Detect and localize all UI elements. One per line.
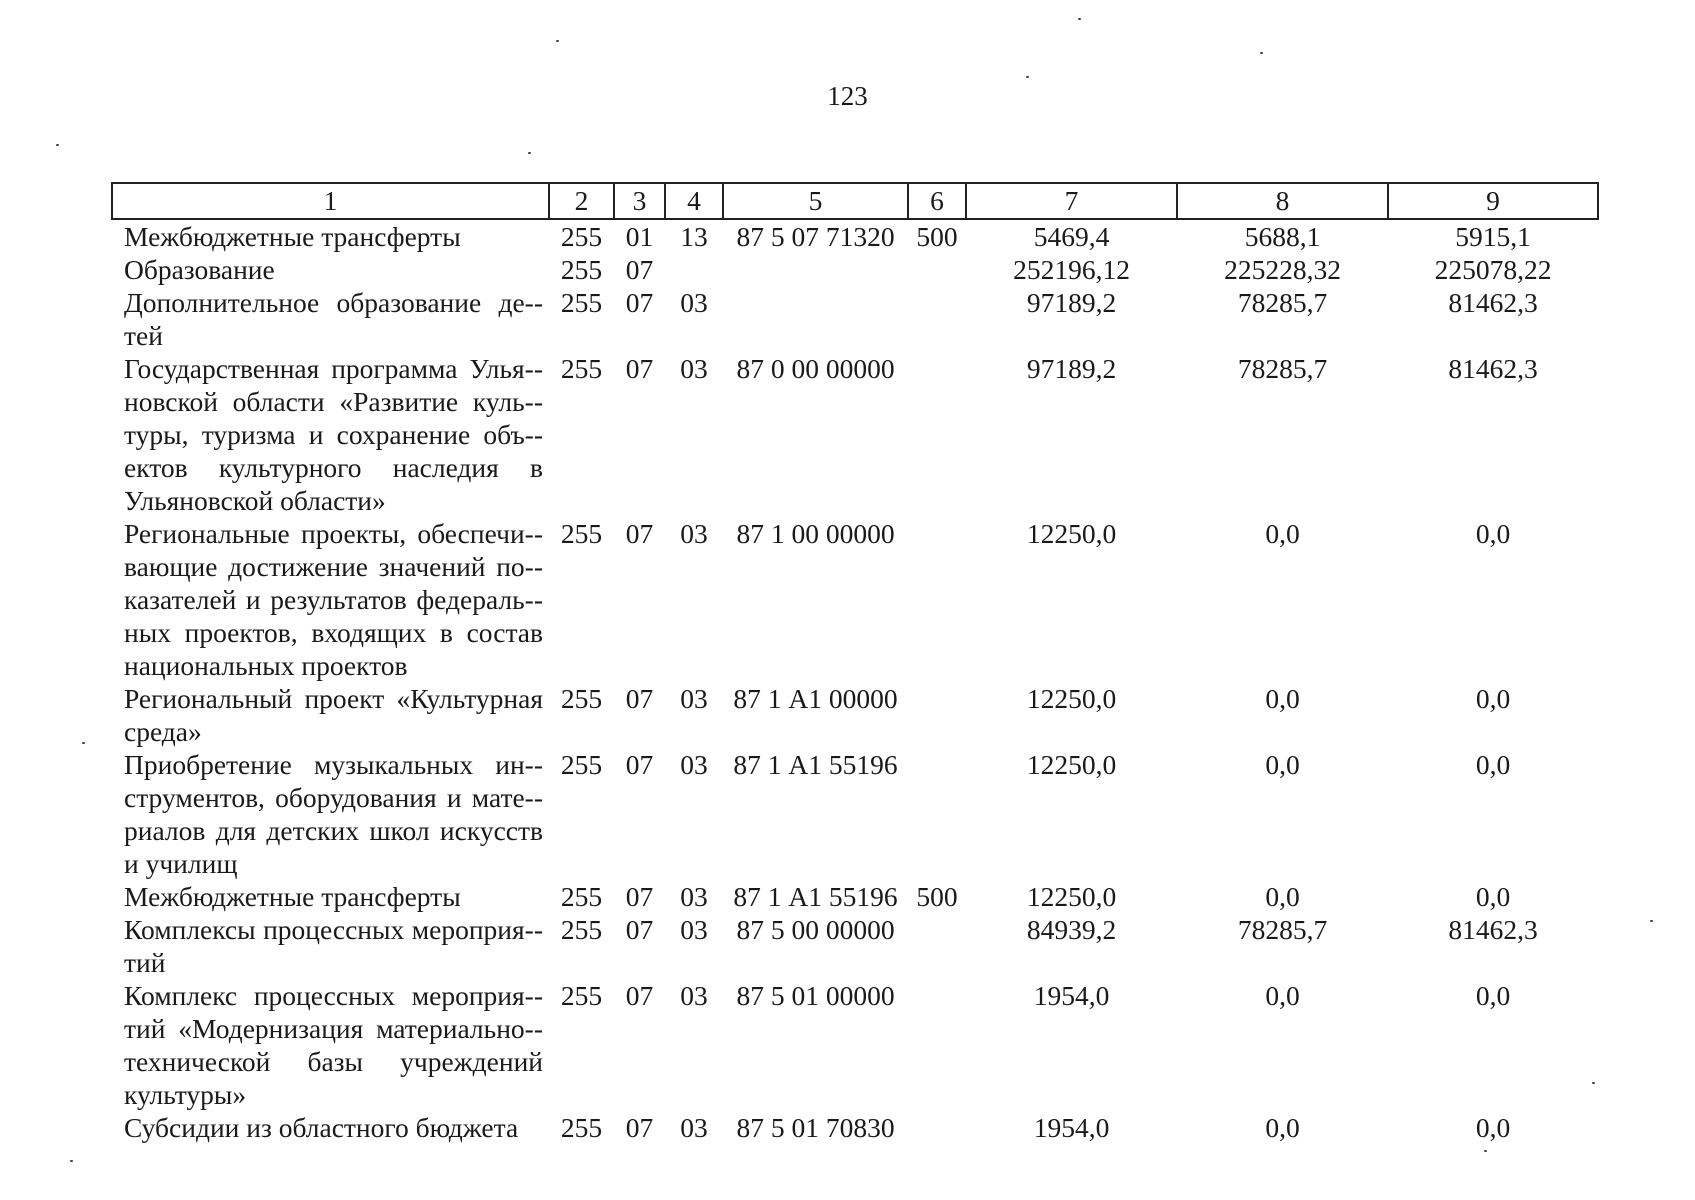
row-name-cell: Приобретение музыкальных ин-струментов, оборудования и мате-риалов для детских школ искусств и училищ [124,749,543,879]
row-value-cell-8: 0,0 [1265,1112,1300,1143]
row-value-cell-7: 12250,0 [1026,518,1117,549]
row-value-cell-9: 81462,3 [1448,914,1538,945]
table-row [112,913,1598,979]
row-value-cell-8: 0,0 [1265,683,1300,714]
row-value-cell-3: 07 [625,518,654,549]
row-value-cell-4: 03 [680,287,708,318]
row-value-cell-3: 07 [625,1112,654,1143]
row-value-cell-9: 81462,3 [1448,353,1538,384]
row-value-cell-9: 0,0 [1475,881,1511,912]
row-value-cell-5: 87 5 00 00000 [736,914,895,945]
row-value-cell-7: 1954,0 [1033,980,1110,1011]
row-value-cell-4: 03 [680,749,708,780]
table-row [112,286,1598,352]
row-value-cell-2: 255 [560,683,603,714]
row-value-cell-6 [908,352,966,517]
row-value-cell-6 [908,517,966,682]
row-value-cell-8: 0,0 [1265,881,1300,912]
row-value-cell-3: 07 [625,881,654,912]
table-header [112,183,1598,219]
scan-speck [1484,1150,1487,1152]
table-row [112,517,1598,682]
column-header-2: 2 [549,183,614,219]
row-value-cell-8: 225228,32 [1224,254,1341,285]
row-value-cell-6 [908,286,966,352]
row-value-cell-7: 5469,4 [1033,221,1110,252]
row-name-cell: Комплексы процессных мероприя-тий [124,914,543,978]
row-value-cell-4: 03 [680,1112,708,1143]
row-value-cell-4: 03 [680,353,708,384]
row-value-cell-6 [908,682,966,748]
column-header-6: 6 [908,183,966,219]
row-value-cell-4: 03 [680,683,708,714]
row-name-cell: Дополнительное образование де-тей [124,287,543,351]
row-name-cell: Региональные проекты, обеспечи-вающие достижение значений по-казателей и результатов федераль-ных проектов, входящих в состав национальных проектов [124,518,543,681]
page-number: 123 [827,81,868,111]
table-row [112,253,1598,286]
row-value-cell-2: 255 [560,287,603,318]
table-body [112,219,1598,1144]
row-value-cell-9: 5915,1 [1455,221,1531,252]
row-value-cell-3: 07 [625,287,654,318]
row-value-cell-9: 0,0 [1475,1112,1511,1143]
table-row [112,979,1598,1111]
row-value-cell-8: 0,0 [1265,749,1300,780]
row-name-cell: Межбюджетные трансферты [124,881,461,912]
column-header-1: 1 [112,183,549,219]
scan-speck [1026,76,1029,78]
scan-speck [556,40,559,42]
row-name-cell: Региональный проект «Культурная среда» [124,683,543,747]
table-row [112,1111,1598,1144]
row-name-cell: Межбюджетные трансферты [124,221,461,252]
row-value-cell-5: 87 5 07 71320 [736,221,895,252]
header-row [112,183,1598,219]
row-value-cell-5: 87 0 00 00000 [736,353,895,384]
row-value-cell-5: 87 1 А1 00000 [733,683,898,714]
row-value-cell-9: 0,0 [1475,980,1511,1011]
row-value-cell-4: 03 [680,881,708,912]
column-header-5: 5 [723,183,908,219]
row-value-cell-7: 12250,0 [1026,749,1117,780]
row-value-cell-2: 255 [560,518,603,549]
row-value-cell-8: 78285,7 [1237,287,1328,318]
row-value-cell-7: 12250,0 [1026,881,1117,912]
row-value-cell-3: 07 [625,683,654,714]
row-value-cell-6: 500 [916,221,958,252]
scan-speck [82,742,85,744]
row-value-cell-9: 0,0 [1475,749,1511,780]
row-value-cell-2: 255 [560,353,603,384]
row-value-cell-4 [665,253,723,286]
row-value-cell-6 [908,253,966,286]
row-value-cell-8: 0,0 [1265,518,1300,549]
scan-speck [1260,52,1263,54]
scan-speck [70,1160,73,1162]
column-header-9: 9 [1388,183,1598,219]
row-value-cell-2: 255 [560,749,603,780]
scan-speck [1650,920,1653,922]
row-value-cell-2: 255 [560,221,603,252]
row-value-cell-3: 07 [625,353,654,384]
scan-speck [1078,18,1081,20]
row-value-cell-5 [723,286,908,352]
row-value-cell-3: 07 [625,914,654,945]
row-value-cell-9: 225078,22 [1434,254,1552,285]
row-value-cell-2: 255 [560,914,603,945]
row-name-cell: Субсидии из областного бюджета [124,1112,519,1143]
scan-speck [56,144,59,146]
row-value-cell-9: 81462,3 [1448,287,1538,318]
row-value-cell-7: 1954,0 [1033,1112,1110,1143]
row-value-cell-6 [908,1111,966,1144]
table-row [112,352,1598,517]
row-value-cell-8: 78285,7 [1237,914,1328,945]
row-value-cell-4: 03 [680,914,708,945]
table-row [112,682,1598,748]
row-value-cell-7: 97189,2 [1026,353,1117,384]
row-value-cell-3: 07 [625,254,654,285]
column-header-8: 8 [1177,183,1388,219]
table-row [112,219,1598,253]
row-value-cell-6 [908,913,966,979]
row-value-cell-3: 07 [625,980,654,1011]
row-name-cell: Образование [124,254,275,285]
table-row [112,748,1598,880]
budget-table [111,182,1599,1144]
row-name-cell: Комплекс процессных мероприя-тий «Модернизация материально-технической базы учреждений культуры» [124,980,543,1110]
row-value-cell-9: 0,0 [1475,518,1511,549]
budget-table-container [111,182,1597,1144]
row-value-cell-5: 87 1 00 00000 [736,518,895,549]
row-value-cell-2: 255 [560,881,603,912]
row-value-cell-5 [723,253,908,286]
row-value-cell-2: 255 [560,254,603,285]
column-header-4: 4 [665,183,723,219]
row-value-cell-5: 87 1 А1 55196 [733,881,898,912]
row-value-cell-4: 03 [680,980,708,1011]
row-value-cell-4: 03 [680,518,708,549]
row-value-cell-3: 07 [625,749,654,780]
scan-speck [528,152,531,154]
row-value-cell-7: 84939,2 [1026,914,1117,945]
row-value-cell-6 [908,979,966,1111]
scan-speck [1592,1082,1595,1084]
row-value-cell-6 [908,748,966,880]
row-value-cell-5: 87 5 01 00000 [736,980,895,1011]
row-name-cell: Государственная программа Улья-новской области «Развитие куль-туры, туризма и сохранение объ-ектов культурного наследия в Ульяновской области» [124,353,543,516]
row-value-cell-3: 01 [625,221,654,252]
row-value-cell-2: 255 [560,1112,603,1143]
column-header-3: 3 [614,183,665,219]
row-value-cell-5: 87 5 01 70830 [736,1112,895,1143]
row-value-cell-6: 500 [916,881,958,912]
row-value-cell-8: 0,0 [1265,980,1300,1011]
row-value-cell-8: 5688,1 [1244,221,1321,252]
table-row [112,880,1598,913]
row-value-cell-7: 97189,2 [1026,287,1117,318]
row-value-cell-8: 78285,7 [1237,353,1328,384]
row-value-cell-7: 12250,0 [1026,683,1117,714]
column-header-7: 7 [966,183,1177,219]
row-value-cell-7: 252196,12 [1013,254,1130,285]
row-value-cell-4: 13 [680,221,708,252]
row-value-cell-9: 0,0 [1475,683,1511,714]
row-value-cell-5: 87 1 А1 55196 [733,749,898,780]
row-value-cell-2: 255 [560,980,603,1011]
